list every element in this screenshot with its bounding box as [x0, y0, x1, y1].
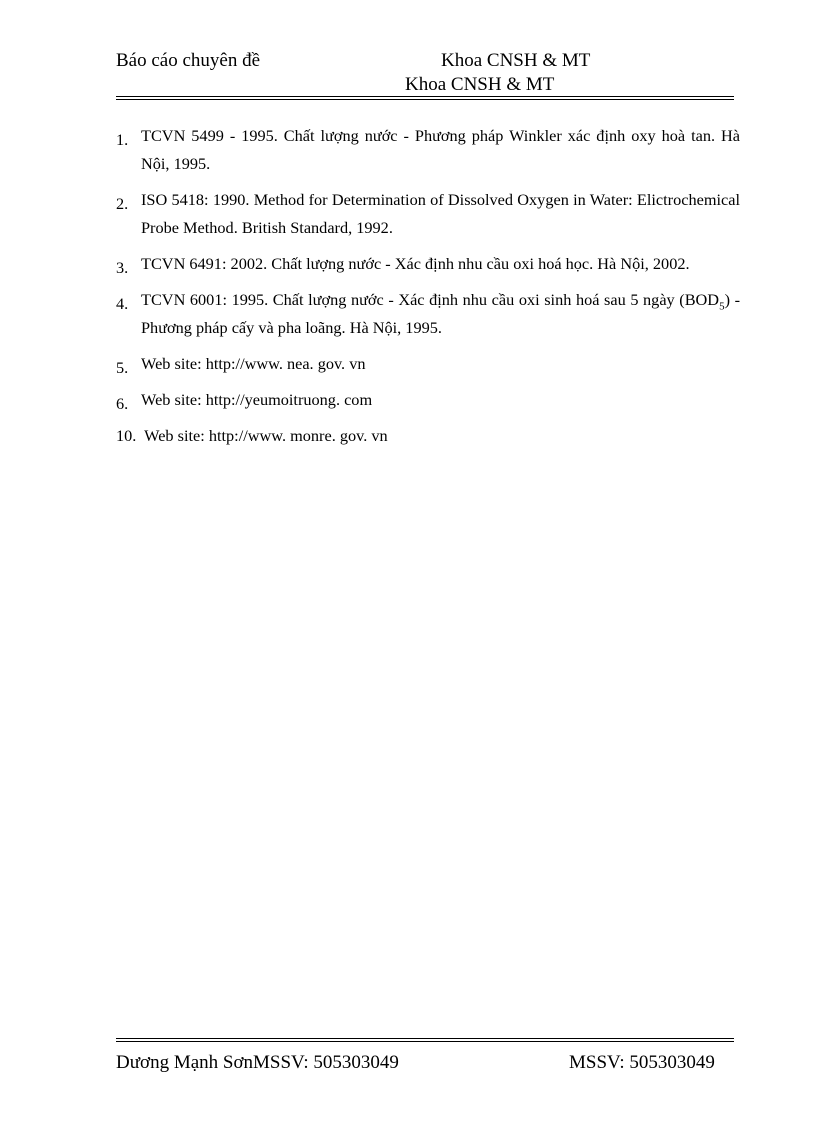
reference-text — [141, 286, 740, 342]
reference-text: Web site: http://www. monre. gov. vn — [144, 426, 388, 445]
reference-item — [116, 186, 740, 242]
reference-number: 4. — [116, 294, 129, 313]
reference-number: 1. — [116, 130, 129, 149]
header-faculty-line1: Khoa CNSH & MT — [441, 50, 591, 71]
footer-student-id: MSSV: 505303049 — [569, 1052, 715, 1073]
subscript: 5 — [719, 300, 725, 313]
reference-list — [116, 122, 740, 458]
reference-number: 6. — [116, 394, 129, 413]
footer-rule-top — [116, 1038, 734, 1039]
header-faculty-line2: Khoa CNSH & MT — [405, 74, 555, 95]
reference-number: 3. — [116, 258, 129, 277]
reference-text: TCVN 5499 - 1995. Chất lượng nước - Phương pháp Winkler xác định oxy hoà tan. Hà Nội, 1995. — [141, 126, 740, 173]
reference-number: 2. — [116, 194, 129, 213]
reference-text: ISO 5418: 1990. Method for Determination of Dissolved Oxygen in Water: Elictrochemical Probe Method. British Standard, 1992. — [141, 190, 740, 237]
reference-item — [116, 250, 740, 278]
reference-text: TCVN 6491: 2002. Chất lượng nước - Xác định nhu cầu oxi hoá học. Hà Nội, 2002. — [141, 254, 690, 273]
reference-number: 10. — [116, 426, 137, 445]
footer-rule-bottom — [116, 1041, 734, 1042]
reference-item — [116, 122, 740, 178]
header-rule-bottom — [116, 99, 734, 100]
reference-number: 5. — [116, 358, 129, 377]
reference-item — [116, 286, 740, 342]
reference-text: Web site: http://www. nea. gov. vn — [141, 354, 366, 373]
reference-text-part: TCVN 6001: 1995. Chất lượng nước - Xác định nhu cầu oxi sinh hoá sau 5 ngày (BOD — [141, 290, 720, 309]
header-report-title: Báo cáo chuyên đề — [116, 50, 261, 71]
reference-text-part: ) - Phương pháp cấy và pha loãng. Hà Nội, 1995. — [141, 290, 741, 337]
header-rule-top — [116, 96, 734, 97]
reference-text: Web site: http://yeumoitruong. com — [141, 390, 373, 409]
reference-item — [116, 386, 740, 414]
reference-item — [116, 422, 740, 450]
footer-author: Dương Mạnh SơnMSSV: 505303049 — [116, 1052, 399, 1073]
reference-item — [116, 350, 740, 378]
